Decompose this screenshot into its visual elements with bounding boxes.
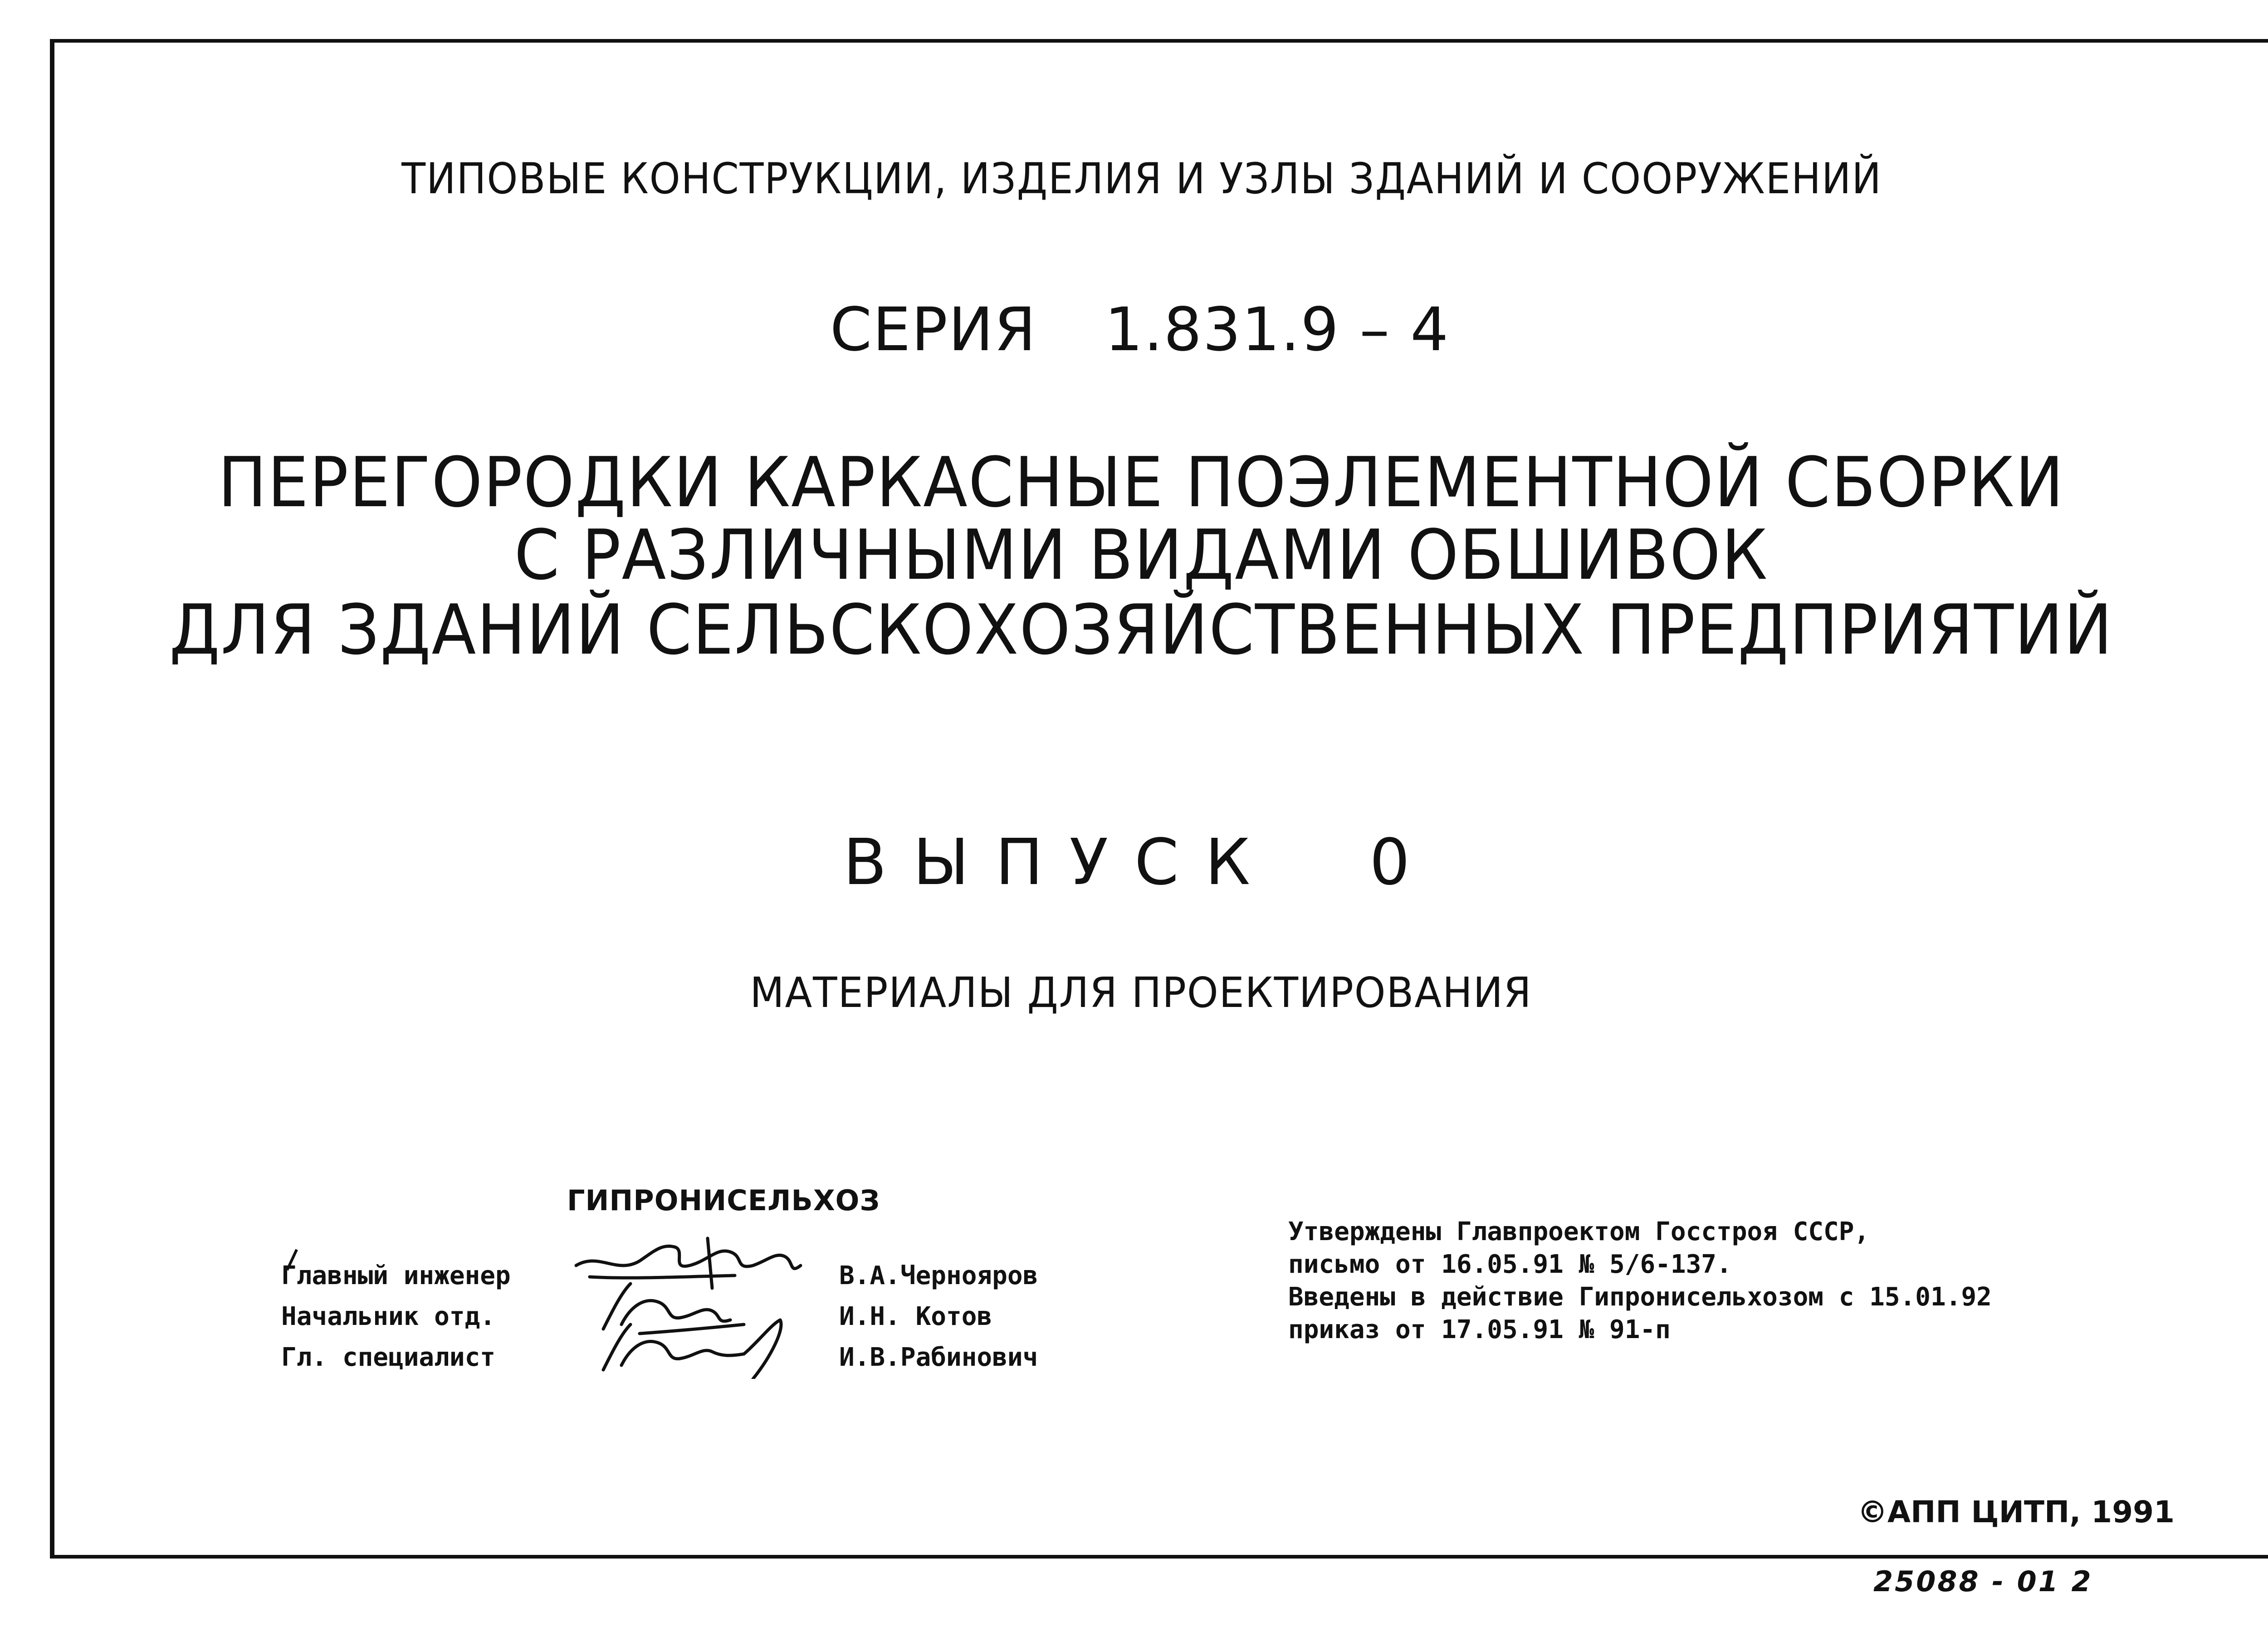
series-label: СЕРИЯ (830, 295, 1037, 365)
approval-line: письмо от 16.05.91 № 5/6-137. (1288, 1250, 1732, 1279)
approval-note (1288, 1216, 1992, 1346)
title-line-1: ПЕРЕГОРОДКИ КАРКАСНЫЕ ПОЭЛЕМЕНТНОЙ СБОРКИ (218, 442, 2065, 523)
signatory-name: В.А.Чернояров (839, 1261, 1038, 1290)
series-family-heading: ТИПОВЫЕ КОНСТРУКЦИИ, ИЗДЕЛИЯ И УЗЛЫ ЗДАНИЙ И СООРУЖЕНИЙ (401, 154, 1882, 204)
series-number: 1.831.9 – 4 (1105, 295, 1450, 365)
inventory-number: 25088 - 01 2 (1873, 1565, 2093, 1598)
signatory-role: Гл. специалист (281, 1343, 496, 1372)
issue-number: 0 (1369, 826, 1437, 899)
issue-designation (0, 826, 2268, 899)
organization-name: ГИПРОНИСЕЛЬХОЗ (567, 1184, 880, 1217)
signature-rabinovich (572, 1315, 807, 1379)
copyright-notice: ©АПП ЦИТП, 1991 (1857, 1495, 2175, 1529)
series-designation (0, 295, 2268, 365)
approval-line: Введены в действие Гипронисельхозом с 15.01.92 (1288, 1282, 1992, 1312)
title-line-3: ДЛЯ ЗДАНИЙ СЕЛЬСКОХОЗЯЙСТВЕННЫХ ПРЕДПРИЯТИЙ (169, 590, 2113, 670)
signatory-role: Главный инженер (281, 1261, 511, 1290)
signatory-name: И.В.Рабинович (839, 1343, 1038, 1372)
signatory-role: Начальник отд. (281, 1302, 496, 1331)
signatory-name: И.Н. Котов (839, 1302, 992, 1331)
title-line-2: С РАЗЛИЧНЫМИ ВИДАМИ ОБШИВОК (514, 515, 1769, 595)
approval-line: приказ от 17.05.91 № 91-п (1288, 1315, 1671, 1344)
subtitle: МАТЕРИАЛЫ ДЛЯ ПРОЕКТИРОВАНИЯ (750, 968, 1532, 1017)
approval-line: Утверждены Главпроектом Госстроя СССР, (1288, 1217, 1870, 1246)
issue-label: ВЫПУСК (843, 826, 1277, 899)
